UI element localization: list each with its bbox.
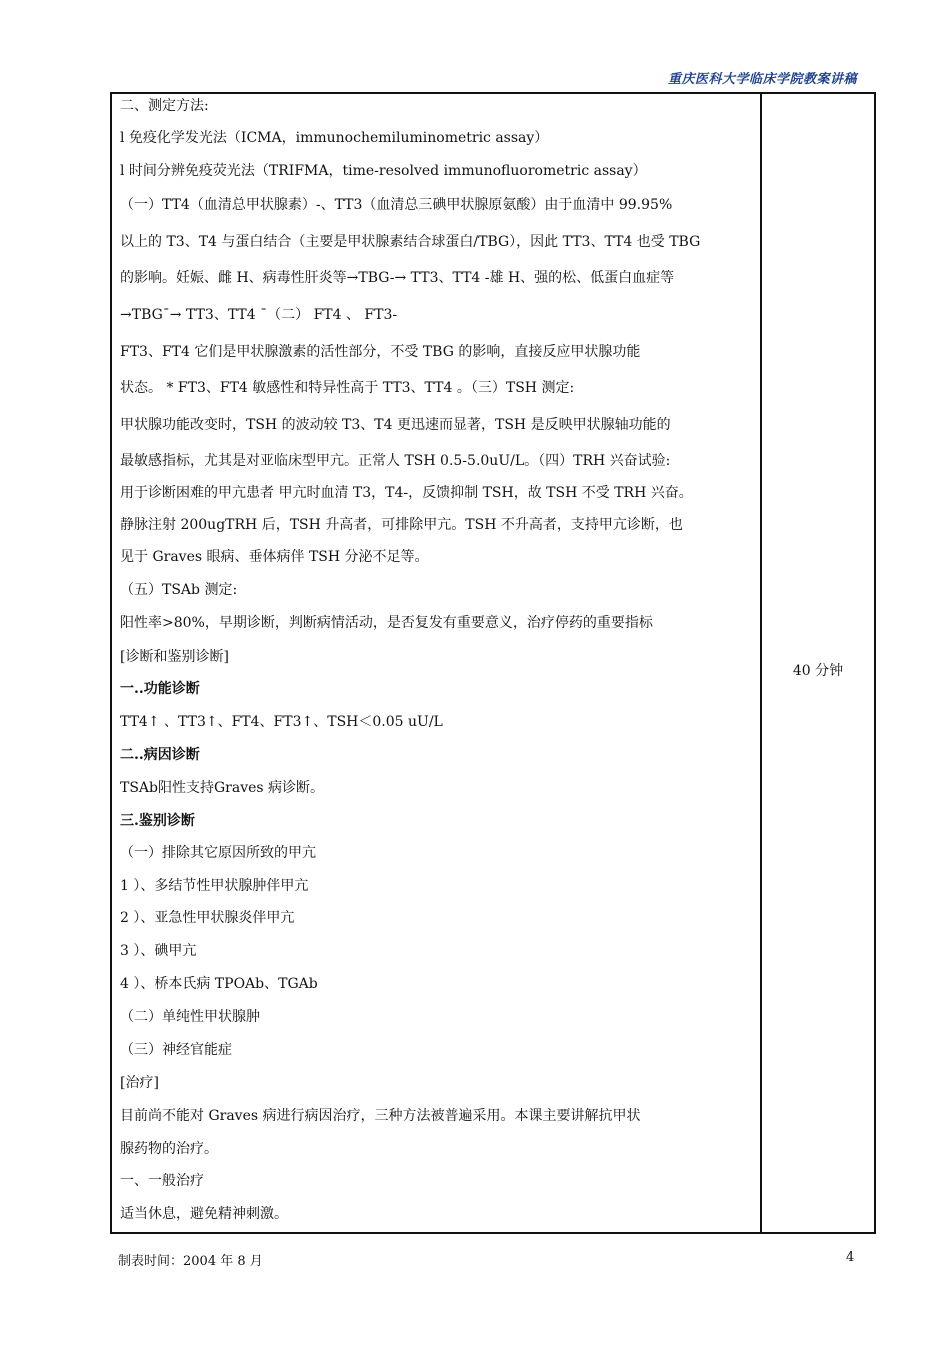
header-title: 重庆医科大学临床学院教案讲稿 xyxy=(667,72,857,87)
content-line: （五）TSAb 测定: xyxy=(120,582,238,598)
section-heading: 三.鉴别诊断 xyxy=(120,813,195,829)
content-line: 的影响。妊娠、雌 H、病毒性肝炎等→TBG-→ TT3、TT4 -雄 H、强的松、低蛋白血症等 xyxy=(120,270,675,286)
content-line: 以上的 T3、T4 与蛋白结合（主要是甲状腺素结合球蛋白/TBG），因此 TT3、TT4 也受 TBG xyxy=(120,234,701,250)
page-number: 4 xyxy=(846,1250,855,1265)
content-line: 2 ）、亚急性甲状腺炎伴甲亢 xyxy=(120,910,295,926)
content-line: 甲状腺功能改变时，TSH 的波动较 T3、T4 更迅速而显著，TSH 是反映甲状腺轴功能的 xyxy=(120,417,671,433)
content-line: 静脉注射 200ugTRH 后，TSH 升高者，可排除甲亢。TSH 不升高者，支持甲亢诊断，也 xyxy=(120,517,683,533)
content-line: [诊断和鉴别诊断] xyxy=(120,649,229,665)
content-line: 1 ）、多结节性甲状腺肿伴甲亢 xyxy=(120,878,309,894)
content-line: （一）TT4（血清总甲状腺素）-、TT3（血清总三碘甲状腺原氨酸）由于血清中 99.95% xyxy=(120,197,673,213)
content-line: 4 ）、桥本氏病 TPOAb、TGAb xyxy=(120,976,318,992)
content-line: （二）单纯性甲状腺肿 xyxy=(120,1009,260,1025)
content-line: 阳性率>80%，早期诊断，判断病情活动，是否复发有重要意义，治疗停药的重要指标 xyxy=(120,615,653,631)
content-line: 3 ）、碘甲亢 xyxy=(120,943,197,959)
content-line: 二、测定方法: xyxy=(120,98,209,114)
content-line: 目前尚不能对 Graves 病进行病因治疗，三种方法被普遍采用。本课主要讲解抗甲状 xyxy=(120,1108,641,1124)
content-line: [治疗] xyxy=(120,1075,159,1091)
section-heading: 二..病因诊断 xyxy=(120,747,200,763)
content-line: →TBG¯→ TT3、TT4 ¯（二） FT4 、 FT3- xyxy=(120,307,398,323)
content-line: TT4↑ 、TT3↑、FT4、FT3↑、TSH＜0.05 uU/L xyxy=(120,714,443,730)
content-line: TSAb阳性支持Graves 病诊断。 xyxy=(120,780,325,796)
time-allocation: 40 分钟 xyxy=(792,663,844,679)
content-line: （一）排除其它原因所致的甲亢 xyxy=(120,845,316,861)
content-line: 用于诊断困难的甲亢患者 甲亢时血清 T3，T4-，反馈抑制 TSH，故 TSH 不受 TRH 兴奋。 xyxy=(120,485,693,501)
footer-date: 制表时间：2004 年 8 月 xyxy=(118,1254,263,1269)
content-line: 适当休息，避免精神刺激。 xyxy=(120,1206,288,1222)
content-line: （三）神经官能症 xyxy=(120,1042,232,1058)
content-line: 状态。 * FT3、FT4 敏感性和特异性高于 TT3、TT4 。（三）TSH 测定: xyxy=(120,380,575,396)
content-line: 见于 Graves 眼病、垂体病伴 TSH 分泌不足等。 xyxy=(120,549,429,565)
section-heading: 一..功能诊断 xyxy=(120,681,200,697)
content-line: 一、一般治疗 xyxy=(120,1173,204,1189)
content-line: l 时间分辨免疫荧光法（TRIFMA，time-resolved immunofluorometric assay） xyxy=(120,163,647,179)
content-line: 腺药物的治疗。 xyxy=(120,1141,218,1157)
content-line: 最敏感指标，尤其是对亚临床型甲亢。正常人 TSH 0.5-5.0uU/L。（四）TRH 兴奋试验: xyxy=(120,453,671,469)
content-line: l 免疫化学发光法（ICMA，immunochemiluminometric assay） xyxy=(120,130,549,146)
content-line: FT3、FT4 它们是甲状腺激素的活性部分，不受 TBG 的影响，直接反应甲状腺功能 xyxy=(120,344,641,360)
